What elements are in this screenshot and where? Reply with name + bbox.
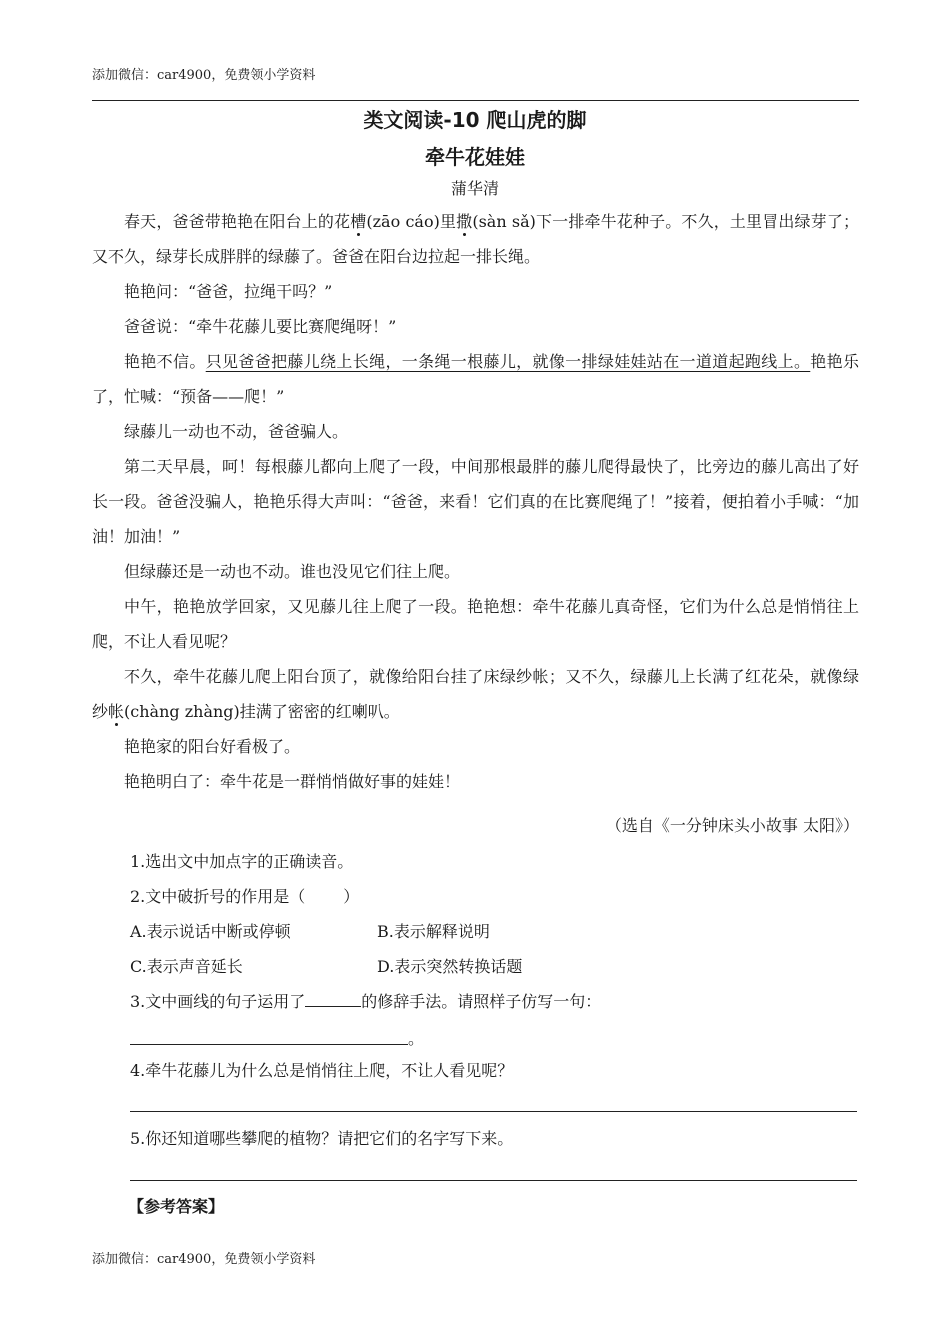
option-d: D.表示突然转换话题 xyxy=(377,957,523,976)
imitation-answer-line xyxy=(130,1044,408,1045)
paragraph-1: 春天，爸爸带艳艳在阳台上的花槽(zāo cáo)里撒(sàn sǎ)下一排牵牛花种子。不久，土里冒出绿芽了；又不久，绿芽长成胖胖的绿藤了。爸爸在阳台边拉起一排长绳。 xyxy=(92,212,859,266)
question-1: 1.选出文中加点字的正确读音。 xyxy=(130,852,354,871)
answer-line-4 xyxy=(130,1111,857,1112)
paragraph-11: 艳艳明白了：牵牛花是一群悄悄做好事的娃娃！ xyxy=(124,772,461,791)
paragraph-9: 不久，牵牛花藤儿爬上阳台顶了，就像给阳台挂了床绿纱帐；又不久，绿藤儿上长满了红花朵，就像绿纱帐(chàng zhàng)挂满了密密的红喇叭。 xyxy=(92,667,859,721)
option-b: B.表示解释说明 xyxy=(377,922,490,941)
answer-line-period: 。 xyxy=(408,1029,425,1048)
paragraph-6: 第二天早晨，呵！每根藤儿都向上爬了一段，中间那根最胖的藤儿爬得最快了，比旁边的藤儿高出了好长一段。爸爸没骗人，艳艳乐得大声叫：“爸爸，来看！它们真的在比赛爬绳了！”接着，便拍着小手喊：“加油！加油！” xyxy=(92,457,859,546)
underlined-sentence: 只见爸爸把藤儿绕上长绳，一条绳一根藤儿，就像一排绿娃娃站在一道道起跑线上。 xyxy=(205,352,811,371)
question-2: 2.文中破折号的作用是（ ） xyxy=(130,887,360,906)
question-3: 3.文中画线的句子运用了 的修辞手法。请照样子仿写一句： xyxy=(130,992,602,1011)
paragraph-10: 艳艳家的阳台好看极了。 xyxy=(124,737,301,756)
option-a: A.表示说话中断或停顿 xyxy=(130,922,291,941)
header-divider xyxy=(92,100,859,101)
question-5: 5.你还知道哪些攀爬的植物？请把它们的名字写下来。 xyxy=(130,1129,514,1148)
paragraph-7: 但绿藤还是一动也不动。谁也没见它们往上爬。 xyxy=(124,562,461,581)
paragraph-5: 绿藤儿一动也不动，爸爸骗人。 xyxy=(124,422,349,441)
question-4: 4.牵牛花藤儿为什么总是悄悄往上爬，不让人看见呢？ xyxy=(130,1061,514,1080)
footer-note: 添加微信：car4900，免费领小学资料 xyxy=(92,1252,316,1267)
header-note: 添加微信：car4900，免费领小学资料 xyxy=(92,68,316,83)
story-title: 牵牛花娃娃 xyxy=(425,145,525,169)
dotted-char-zhang: 帐 xyxy=(108,702,125,721)
answer-key-heading: 【参考答案】 xyxy=(128,1197,225,1216)
story-author: 蒲华清 xyxy=(450,179,499,198)
story-source: （选自《一分钟床头小故事 太阳》） xyxy=(605,816,859,835)
option-c: C.表示声音延长 xyxy=(130,957,243,976)
page-title: 类文阅读-10 爬山虎的脚 xyxy=(363,108,587,132)
paragraph-2: 艳艳问：“爸爸，拉绳干吗？” xyxy=(124,282,333,301)
paragraph-8: 中午，艳艳放学回家，又见藤儿往上爬了一段。艳艳想：牵牛花藤儿真奇怪，它们为什么总是悄悄往上爬，不让人看见呢？ xyxy=(92,597,859,651)
paragraph-3: 爸爸说：“牵牛花藤儿要比赛爬绳呀！” xyxy=(124,317,397,336)
dotted-char-sa: 撒 xyxy=(456,212,473,231)
paragraph-4: 艳艳不信。只见爸爸把藤儿绕上长绳，一条绳一根藤儿，就像一排绿娃娃站在一道道起跑线上。艳艳乐了，忙喊：“预备——爬！” xyxy=(92,352,859,406)
story-body xyxy=(92,204,859,799)
dotted-char-cao: 槽 xyxy=(350,212,367,231)
fill-blank xyxy=(305,990,361,1007)
answer-line-5 xyxy=(130,1180,857,1181)
